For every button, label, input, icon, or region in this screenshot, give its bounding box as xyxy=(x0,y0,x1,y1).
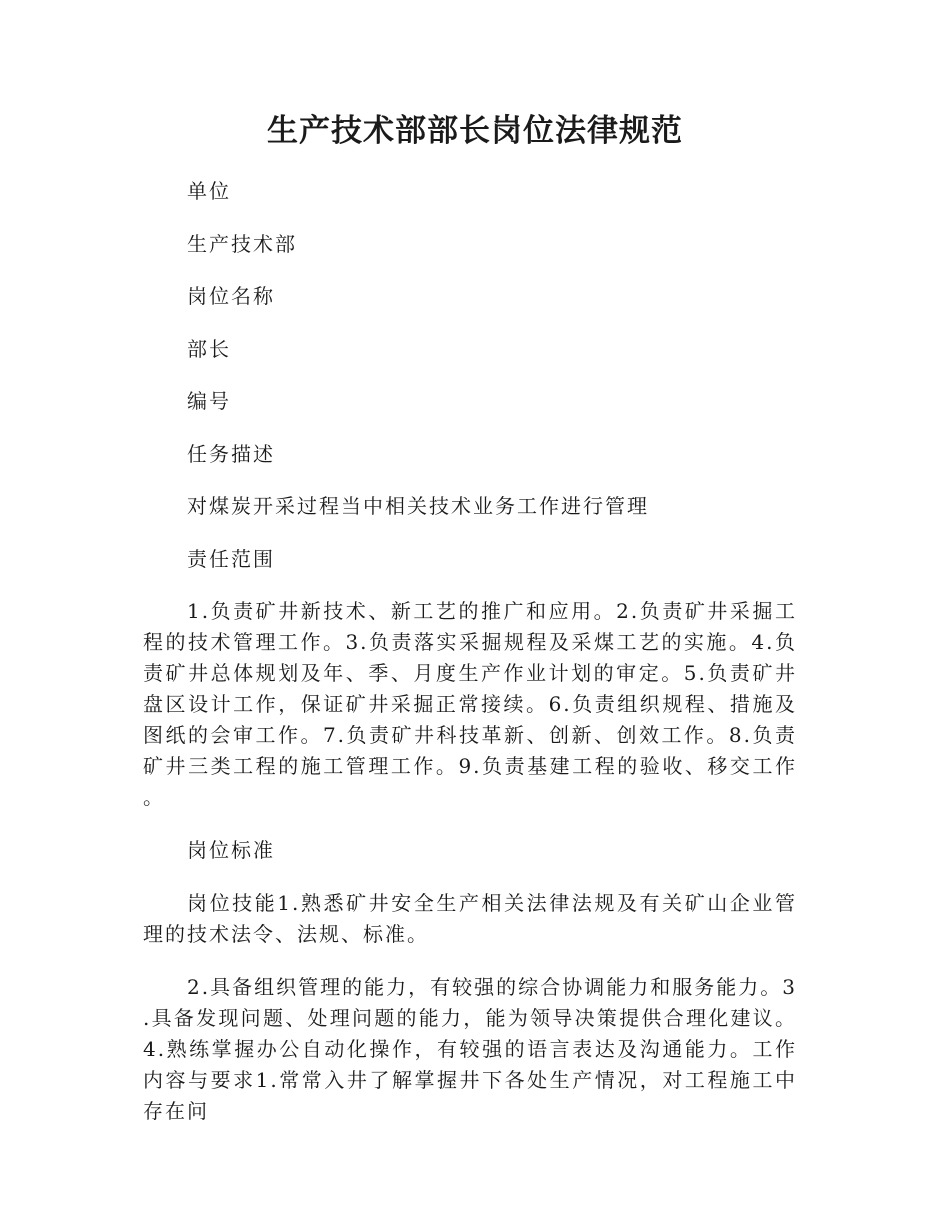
field-code-label: 编号 xyxy=(187,389,231,413)
skill-paragraph: 岗位技能1.熟悉矿井安全生产相关法律法规及有关矿山企业管理的技术法令、法规、标准。 xyxy=(143,891,797,946)
document-title: 生产技术部部长岗位法律规范 xyxy=(267,113,683,149)
field-position-value: 部长 xyxy=(187,336,231,361)
field-responsibility-label: 责任范围 xyxy=(187,546,275,571)
field-unit-value: 生产技术部 xyxy=(187,231,297,256)
responsibility-paragraph: 1.负责矿井新技术、新工艺的推广和应用。2.负责矿井采掘工程的技术管理工作。3.负责落实采掘规程及采煤工艺的实施。4.负责矿井总体规划及年、季、月度生产作业计划的审定。5.负责矿井盘区设计工作，保证矿井采掘正常接续。6.负责组织规程、措施及图纸的会审工作。7.负责矿井科技革新、创新、创效工作。8.负责矿井三类工程的施工管理工作。9.负责基建工程的验收、移交工作。 xyxy=(143,599,797,809)
field-unit-label: 单位 xyxy=(187,179,231,203)
field-task-value: 对煤炭开采过程当中相关技术业务工作进行管理 xyxy=(187,494,649,518)
field-position-label: 岗位名称 xyxy=(187,284,275,308)
ability-paragraph: 2.具备组织管理的能力，有较强的综合协调能力和服务能力。3.具备发现问题、处理问题的能力，能为领导决策提供合理化建议。4.熟练掌握办公自动化操作，有较强的语言表达及沟通能力。工作内容与要求1.常常入井了解掌握井下各处生产情况，对工程施工中存在问 xyxy=(143,975,797,1123)
field-task-label: 任务描述 xyxy=(187,441,275,466)
standard-heading: 岗位标准 xyxy=(187,838,275,862)
